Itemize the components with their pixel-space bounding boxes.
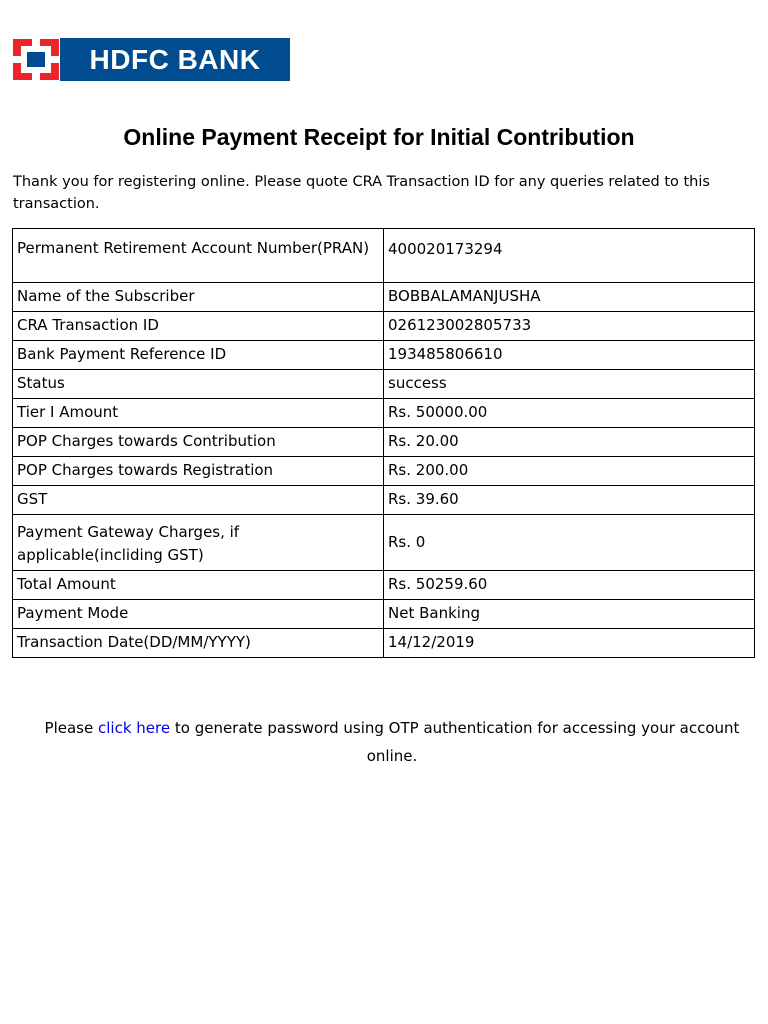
row-value-gst: Rs. 39.60	[384, 486, 755, 515]
table-row	[13, 341, 755, 370]
row-value-pran: 400020173294	[384, 229, 755, 283]
page-title: Online Payment Receipt for Initial Contribution	[123, 124, 635, 150]
table-row	[13, 399, 755, 428]
row-label-transaction-date: Transaction Date(DD/MM/YYYY)	[13, 629, 384, 658]
row-value-cra-transaction-id: 026123002805733	[384, 312, 755, 341]
row-label-payment-gateway-charges: Payment Gateway Charges, if applicable(incliding GST)	[13, 515, 384, 571]
receipt-table	[12, 228, 755, 658]
click-here-link[interactable]: click here	[98, 719, 171, 737]
row-value-transaction-date: 14/12/2019	[384, 629, 755, 658]
row-label-pop-charges-registration: POP Charges towards Registration	[13, 457, 384, 486]
table-row	[13, 515, 755, 571]
row-value-status: success	[384, 370, 755, 399]
table-row	[13, 370, 755, 399]
footer-text-after-link: to generate password using OTP authentication for accessing your account online.	[170, 719, 740, 765]
row-value-pop-charges-contribution: Rs. 20.00	[384, 428, 755, 457]
table-row	[13, 428, 755, 457]
row-label-cra-transaction-id: CRA Transaction ID	[13, 312, 384, 341]
table-row	[13, 229, 755, 283]
row-label-total-amount: Total Amount	[13, 571, 384, 600]
table-row	[13, 571, 755, 600]
row-value-total-amount: Rs. 50259.60	[384, 571, 755, 600]
row-value-payment-gateway-charges: Rs. 0	[384, 515, 755, 571]
table-row	[13, 600, 755, 629]
row-value-tier-i-amount: Rs. 50000.00	[384, 399, 755, 428]
row-value-subscriber-name: BOBBALAMANJUSHA	[384, 283, 755, 312]
row-value-bank-payment-reference-id: 193485806610	[384, 341, 755, 370]
row-label-status: Status	[13, 370, 384, 399]
intro-text: Thank you for registering online. Please quote CRA Transaction ID for any queries related to this transaction.	[13, 174, 710, 212]
table-row	[13, 457, 755, 486]
logo-text: HDFC BANK	[60, 38, 290, 81]
footer-text-before-link: Please	[44, 719, 98, 737]
table-row	[13, 283, 755, 312]
table-row	[13, 486, 755, 515]
row-value-pop-charges-registration: Rs. 200.00	[384, 457, 755, 486]
hdfc-logo-mark-icon	[12, 38, 60, 81]
row-label-subscriber-name: Name of the Subscriber	[13, 283, 384, 312]
row-label-pran: Permanent Retirement Account Number(PRAN)	[13, 229, 384, 283]
hdfc-bank-logo	[12, 38, 290, 81]
row-label-pop-charges-contribution: POP Charges towards Contribution	[13, 428, 384, 457]
otp-instruction-text	[30, 714, 754, 770]
table-row	[13, 629, 755, 658]
table-row	[13, 312, 755, 341]
row-label-tier-i-amount: Tier I Amount	[13, 399, 384, 428]
row-label-payment-mode: Payment Mode	[13, 600, 384, 629]
row-label-gst: GST	[13, 486, 384, 515]
row-label-bank-payment-reference-id: Bank Payment Reference ID	[13, 341, 384, 370]
row-value-payment-mode: Net Banking	[384, 600, 755, 629]
